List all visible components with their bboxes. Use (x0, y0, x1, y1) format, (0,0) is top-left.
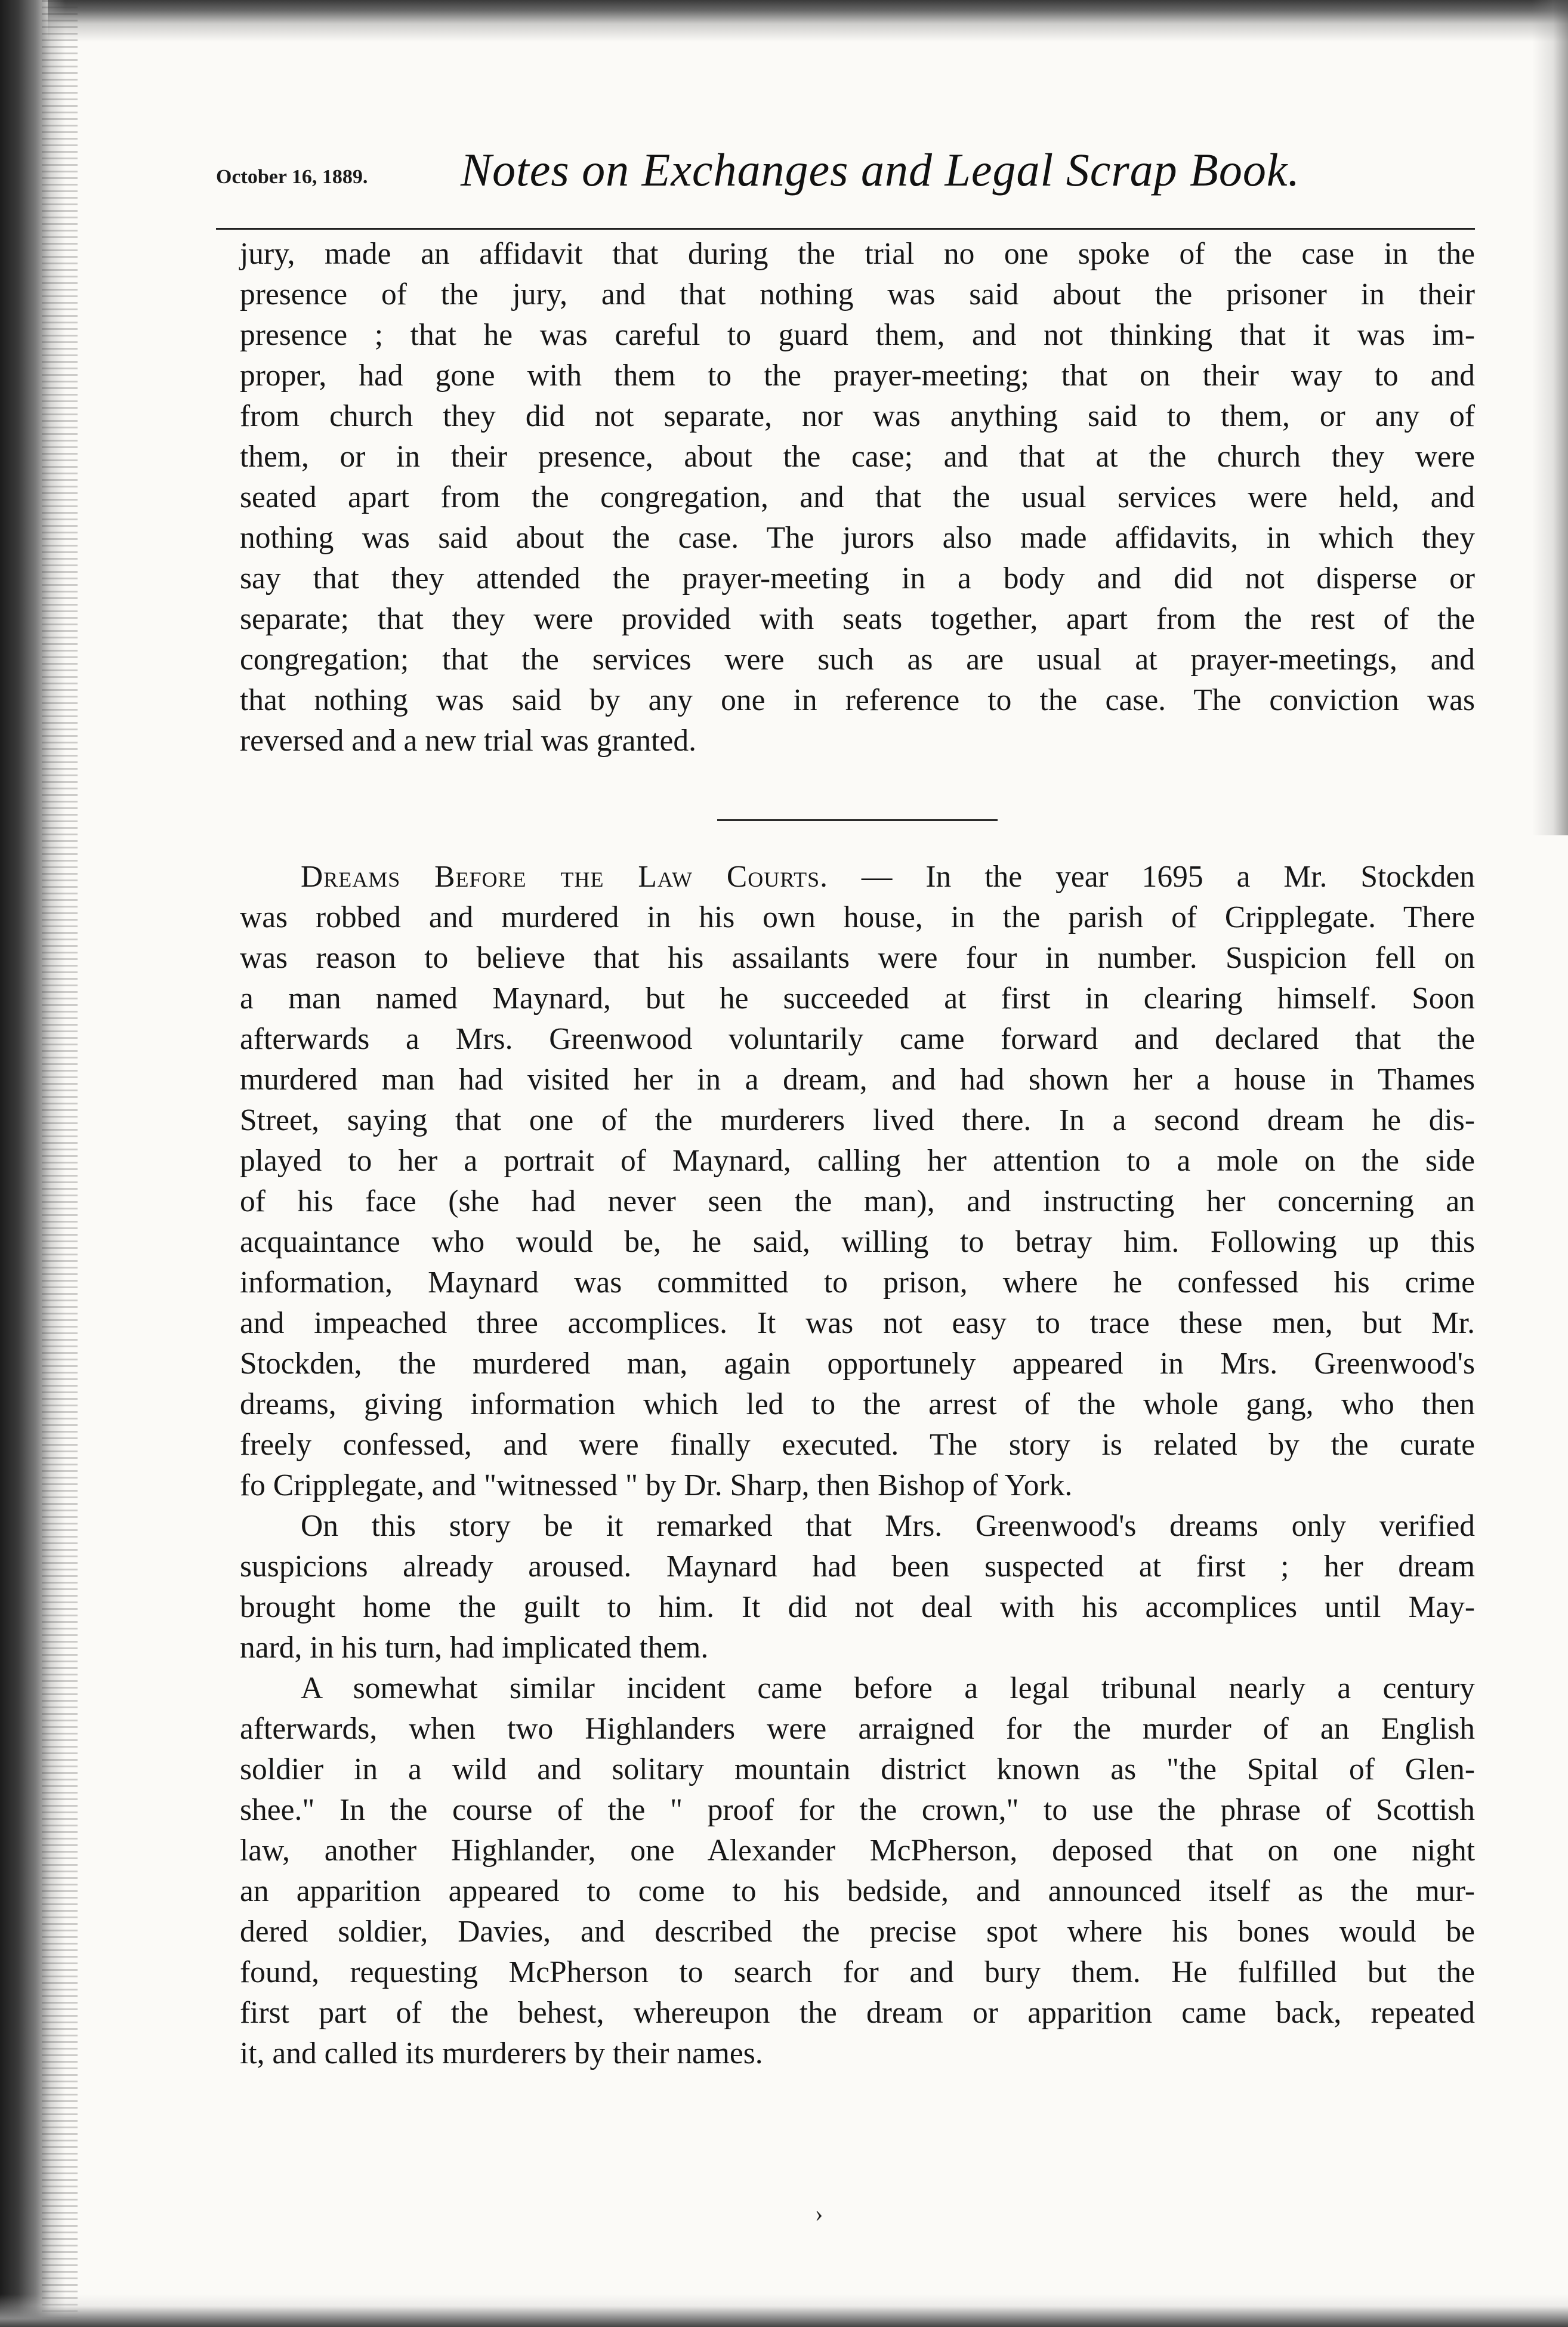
text-line: Stockden, the murdered man, again opportunely appeared in Mrs. Greenwood's (240, 1347, 1475, 1381)
text-line: congregation; that the services were such as are usual at prayer-meetings, and (240, 643, 1475, 677)
text-line: reversed and a new trial was granted. (240, 724, 697, 758)
scan-edge-right (1532, 0, 1568, 835)
text-line: seated apart from the congregation, and that the usual services were held, and (240, 480, 1475, 514)
text-line: nard, in his turn, had implicated them. (240, 1631, 709, 1665)
text-line: played to her a portrait of Maynard, calling her attention to a mole on the side (240, 1144, 1475, 1178)
header-title: Notes on Exchanges and Legal Scrap Book. (461, 144, 1300, 196)
page-footer-mark: › (815, 2200, 823, 2227)
text-line: it, and called its murderers by their names. (240, 2036, 763, 2070)
text-line: suspicions already aroused. Maynard had been suspected at first ; her dream (240, 1550, 1475, 1584)
article-heading: Dreams Before the Law Courts. (301, 860, 828, 894)
text-line: was reason to believe that his assailants were four in number. Suspicion fell on (240, 941, 1475, 975)
text-line: from church they did not separate, nor was anything said to them, or any of (240, 399, 1475, 433)
text-line: them, or in their presence, about the case; and that at the church they were (240, 440, 1475, 474)
article-dreams-before-law-courts (240, 857, 1475, 2074)
text-line: say that they attended the prayer-meeting in a body and did not disperse or (240, 561, 1475, 595)
text-line: and impeached three accomplices. It was not easy to trace these men, but Mr. (240, 1306, 1475, 1340)
text-line: soldier in a wild and solitary mountain district known as "the Spital of Glen- (240, 1752, 1475, 1786)
text-line: dered soldier, Davies, and described the precise spot where his bones would be (240, 1915, 1475, 1949)
text-line: On this story be it remarked that Mrs. Greenwood's dreams only verified (301, 1509, 1475, 1543)
section-divider (717, 819, 998, 821)
article-first-line (240, 857, 1475, 897)
text-line: murdered man had visited her in a dream, and had shown her a house in Thames (240, 1063, 1475, 1097)
text-line: information, Maynard was committed to prison, where he confessed his crime (240, 1266, 1475, 1300)
text-line: found, requesting McPherson to search for and bury them. He fulfilled but the (240, 1955, 1475, 1989)
text-line: acquaintance who would be, he said, willing to betray him. Following up this (240, 1225, 1475, 1259)
text-line: an apparition appeared to come to his bedside, and announced itself as the mur- (240, 1874, 1475, 1908)
text-line: presence ; that he was careful to guard them, and not thinking that it was im- (240, 318, 1475, 352)
text-line: dreams, giving information which led to the arrest of the whole gang, who then (240, 1387, 1475, 1421)
header-date: October 16, 1889. (216, 166, 368, 188)
continuation-paragraph (240, 234, 1475, 761)
text-line: brought home the guilt to him. It did not deal with his accomplices until May- (240, 1590, 1475, 1624)
text-line: was robbed and murdered in his own house, in the parish of Cripplegate. There (240, 900, 1475, 934)
text-line: jury, made an affidavit that during the trial no one spoke of the case in the (240, 237, 1475, 271)
text-line: that nothing was said by any one in reference to the case. The conviction was (240, 683, 1475, 717)
scan-edge-left-speckle (42, 0, 78, 2327)
scan-edge-bottom (0, 2294, 1568, 2327)
text-line: fo Cripplegate, and "witnessed " by Dr. Sharp, then Bishop of York. (240, 1468, 1073, 1502)
text-line: law, another Highlander, one Alexander McPherson, deposed that on one night (240, 1834, 1475, 1868)
text-line: presence of the jury, and that nothing was said about the prisoner in their (240, 277, 1475, 311)
text-line: of his face (she had never seen the man), and instructing her concerning an (240, 1184, 1475, 1218)
text-line: afterwards a Mrs. Greenwood voluntarily came forward and declared that the (240, 1022, 1475, 1056)
text-line: afterwards, when two Highlanders were arraigned for the murder of an English (240, 1712, 1475, 1746)
text-line: freely confessed, and were finally executed. The story is related by the curate (240, 1428, 1475, 1462)
running-header (216, 143, 1469, 215)
text-line: proper, had gone with them to the prayer-meeting; that on their way to and (240, 359, 1475, 393)
text-line: first part of the behest, whereupon the dream or apparition came back, repeated (240, 1996, 1475, 2030)
header-rule (216, 228, 1475, 230)
text-line: Street, saying that one of the murderers lived there. In a second dream he dis- (240, 1103, 1475, 1137)
text-line: shee." In the course of the " proof for the crown," to use the phrase of Scottish (240, 1793, 1475, 1827)
text-line: A somewhat similar incident came before a legal tribunal nearly a century (301, 1671, 1475, 1705)
text-line: nothing was said about the case. The jurors also made affidavits, in which they (240, 521, 1475, 555)
article-first-line-text: — In the year 1695 a Mr. Stockden (828, 860, 1475, 894)
text-line: a man named Maynard, but he succeeded at first in clearing himself. Soon (240, 982, 1475, 1016)
text-line: separate; that they were provided with seats together, apart from the rest of the (240, 602, 1475, 636)
scan-edge-top (48, 0, 1568, 42)
